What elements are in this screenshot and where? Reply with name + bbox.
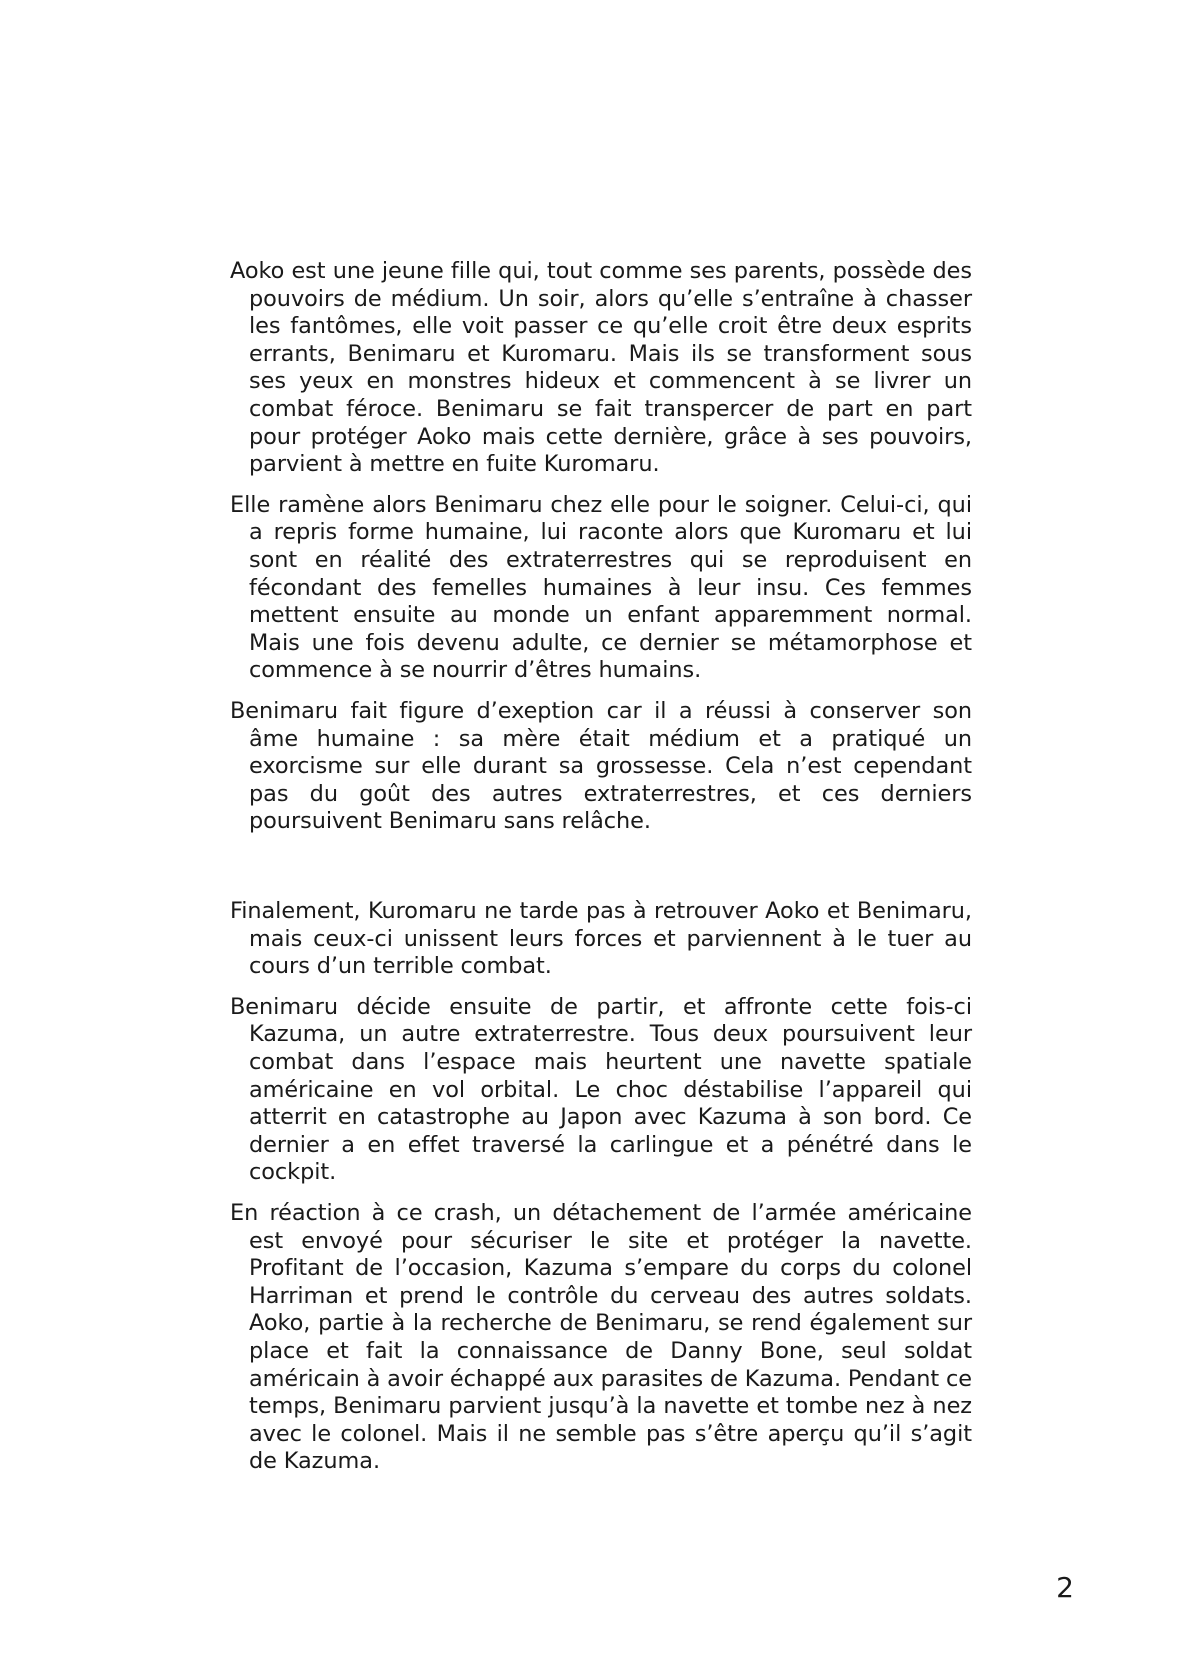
paragraph: Benimaru fait figure d’exeption car il a réussi à conserver son âme humaine : sa mère était médium et a pratiqué un exorcisme sur elle durant sa grossesse. Cela n’est cependant pas du goût des autres extraterrestres, et ces derniers poursuivent Benimaru sans relâche. <box>230 697 972 835</box>
paragraph: Benimaru décide ensuite de partir, et affronte cette fois-ci Kazuma, un autre extraterrestre. Tous deux poursuivent leur combat dans l’espace mais heurtent une navette spatiale américaine en vol orbital. Le choc déstabilise l’appareil qui atterrit en catastrophe au Japon avec Kazuma à son bord. Ce dernier a en effet traversé la carlingue et a pénétré dans le cockpit. <box>230 993 972 1186</box>
paragraph: Finalement, Kuromaru ne tarde pas à retrouver Aoko et Benimaru, mais ceux-ci unissent leurs forces et parviennent à le tuer au cours d’un terrible combat. <box>230 898 972 980</box>
synopsis-part-2 <box>230 898 972 1489</box>
page-number: 2 <box>1056 1571 1074 1604</box>
paragraph: Aoko est une jeune fille qui, tout comme ses parents, possède des pouvoirs de médium. Un soir, alors qu’elle s’entraîne à chasser les fantômes, elle voit passer ce qu’elle croit être deux esprits errants, Benimaru et Kuromaru. Mais ils se transforment sous ses yeux en monstres hideux et commencent à se livrer un combat féroce. Benimaru se fait transpercer de part en part pour protéger Aoko mais cette dernière, grâce à ses pouvoirs, parvient à mettre en fuite Kuromaru. <box>230 258 972 478</box>
paragraph: Elle ramène alors Benimaru chez elle pour le soigner. Celui-ci, qui a repris forme humaine, lui raconte alors que Kuromaru et lui sont en réalité des extraterrestres qui se reproduisent en fécondant des femelles humaines à leur insu. Ces femmes mettent ensuite au monde un enfant apparemment normal. Mais une fois devenu adulte, ce dernier se métamorphose et commence à se nourrir d’êtres humains. <box>230 491 972 684</box>
paragraph: En réaction à ce crash, un détachement de l’armée américaine est envoyé pour sécuriser le site et protéger la navette. Profitant de l’occasion, Kazuma s’empare du corps du colonel Harriman et prend le contrôle du cerveau des autres soldats. Aoko, partie à la recherche de Benimaru, se rend également sur place et fait la connaissance de Danny Bone, seul soldat américain à avoir échappé aux parasites de Kazuma. Pendant ce temps, Benimaru parvient jusqu’à la navette et tombe nez à nez avec le colonel. Mais il ne semble pas s’être aperçu qu’il s’agit de Kazuma. <box>230 1199 972 1475</box>
synopsis-part-1 <box>230 258 972 849</box>
